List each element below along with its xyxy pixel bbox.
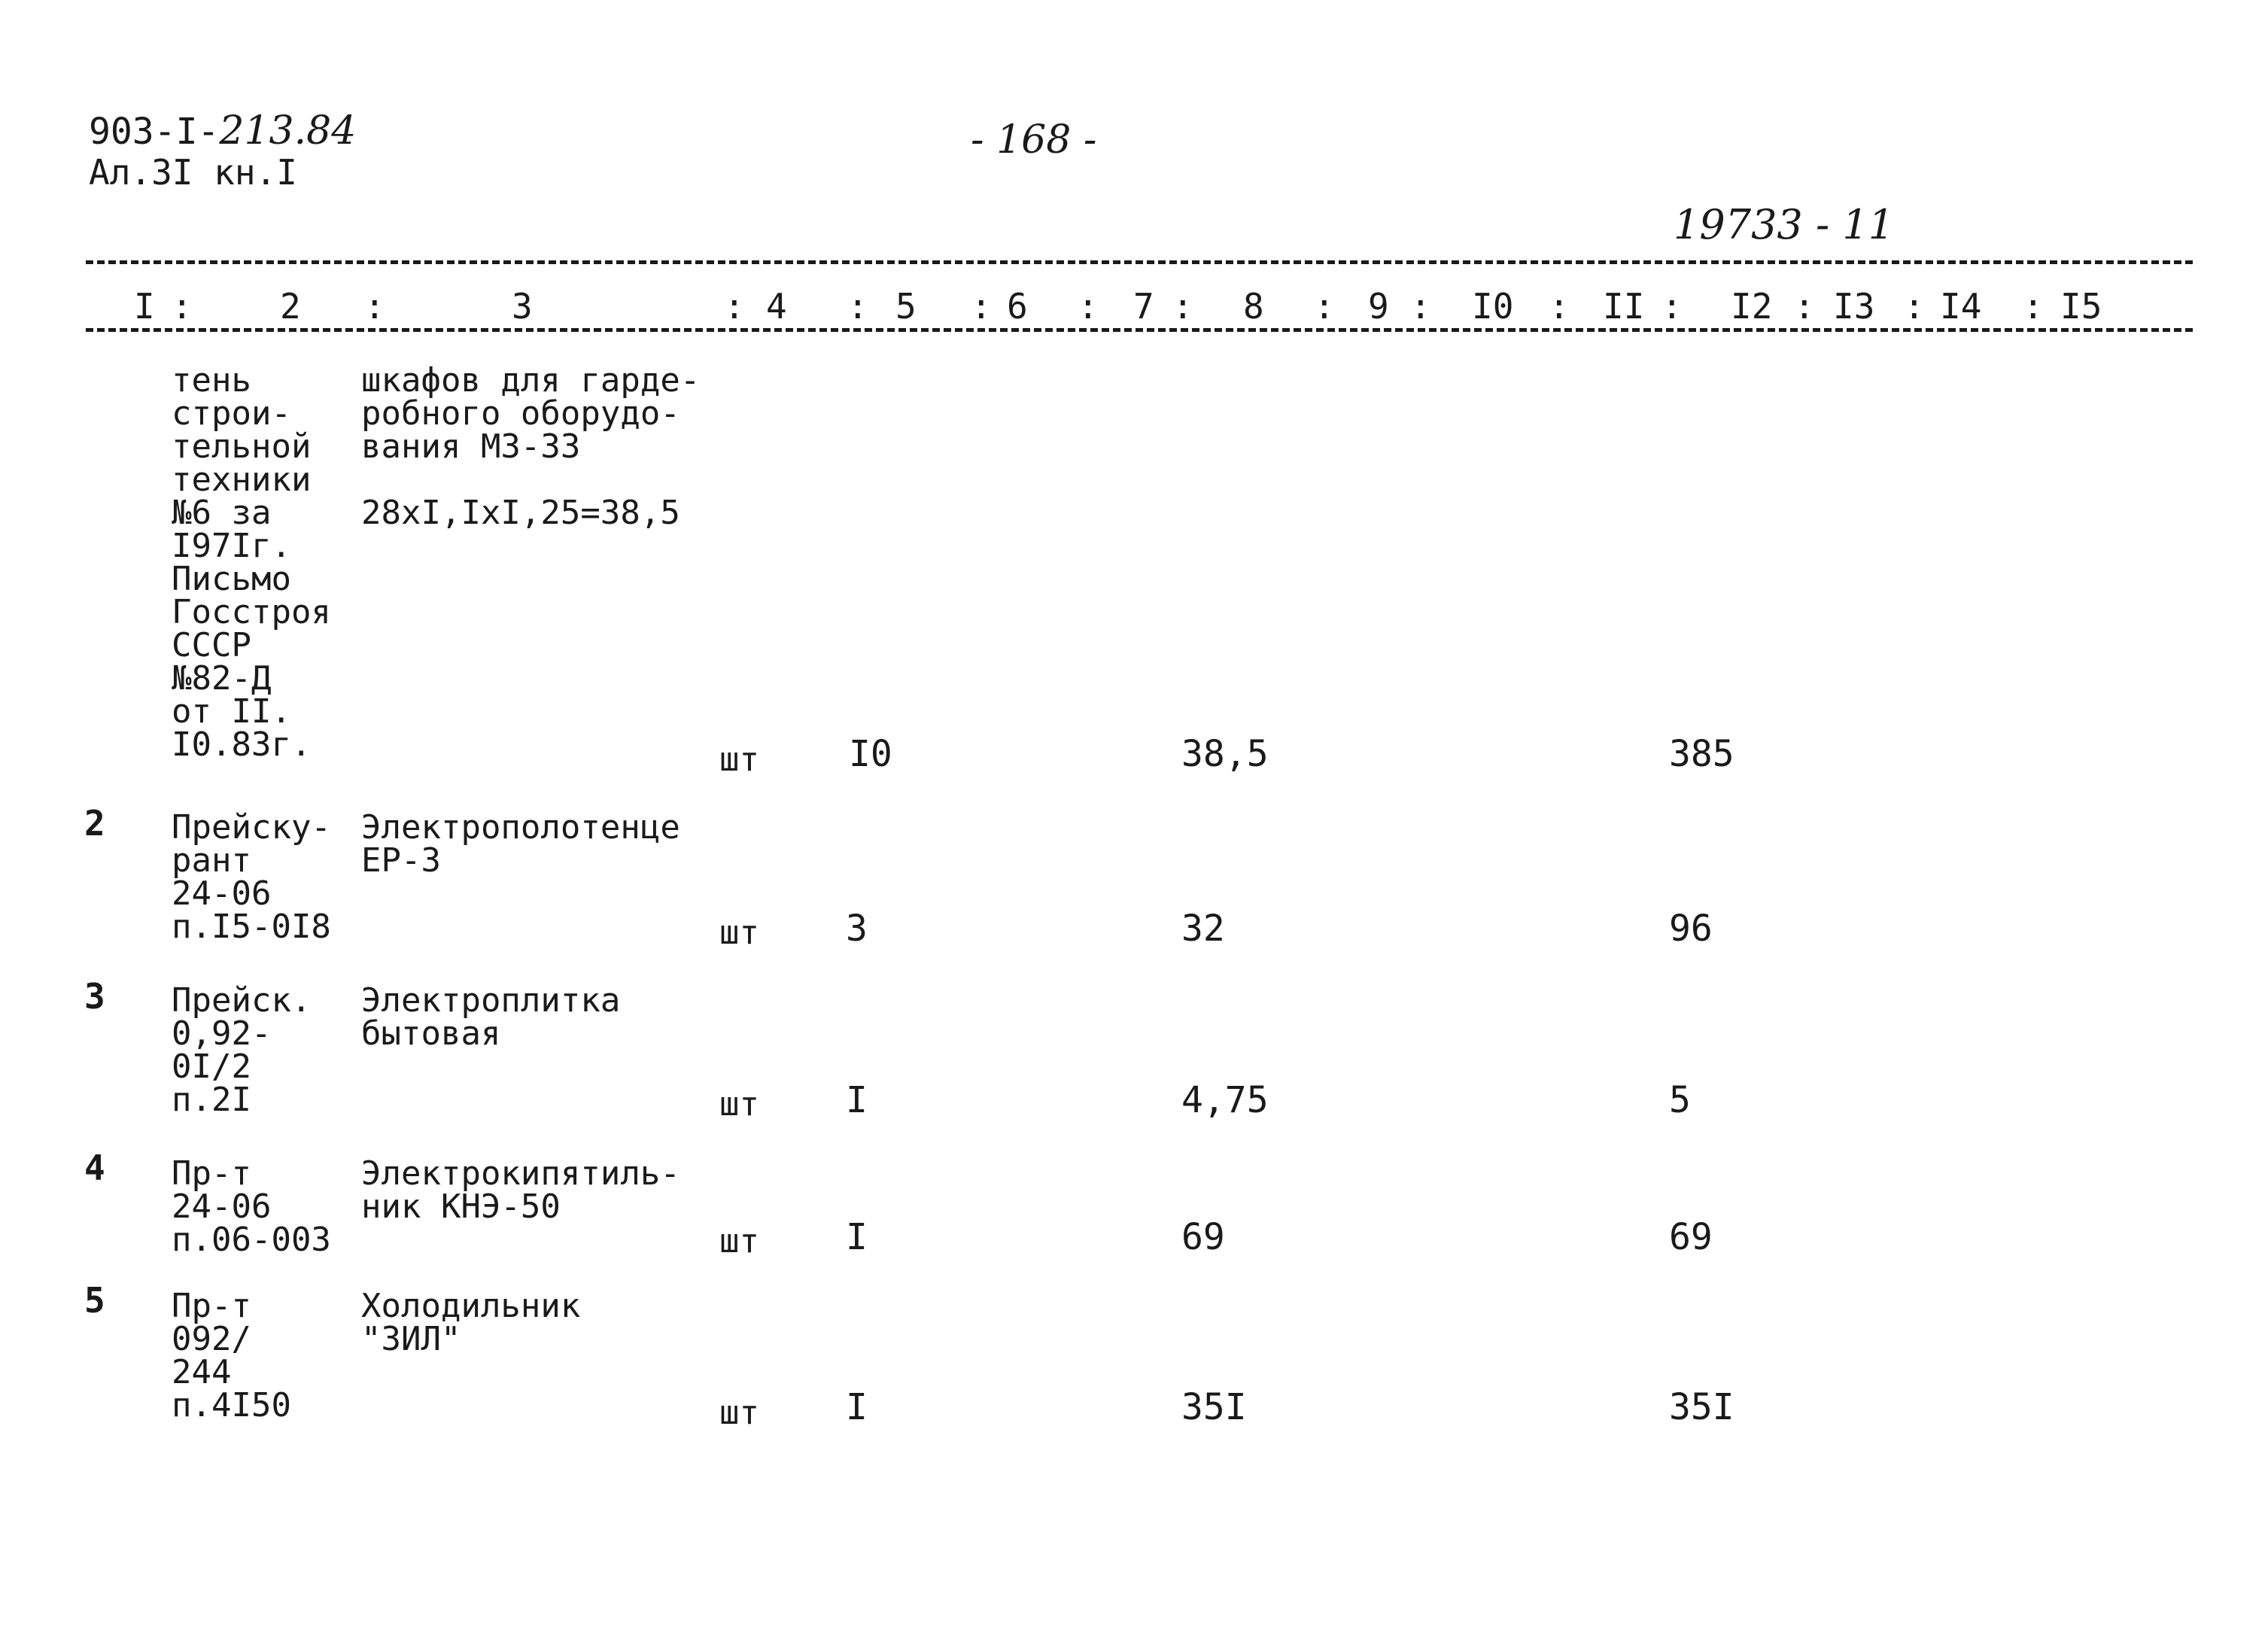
column-separator: :: [1904, 286, 1925, 327]
row-name: шкафов для гарде- робного оборудо- вания МЗ-33 28хI,IхI,25=38,5: [361, 361, 701, 532]
row-quantity: I0: [849, 733, 892, 775]
column-header: 7: [1133, 286, 1154, 327]
document-subtitle: Ал.3I кн.I: [89, 152, 297, 193]
row-total: 35I: [1669, 1386, 1734, 1428]
column-separator: :: [1314, 286, 1335, 327]
row-quantity: I: [846, 1386, 868, 1428]
row-number: 2: [84, 803, 105, 844]
row-quantity: I: [846, 1079, 868, 1121]
row-unit: шт: [719, 740, 759, 779]
row-name: Холодильник "ЗИЛ": [361, 1287, 581, 1358]
column-header: I4: [1940, 286, 1982, 327]
row-price: 38,5: [1181, 733, 1269, 775]
column-header: I2: [1731, 286, 1773, 327]
column-header: 5: [895, 286, 917, 327]
row-source: Пр-т 092/ 244 п.4I50: [172, 1287, 291, 1425]
column-separator: :: [724, 286, 745, 327]
row-name: Электрополотенце ЕР-3: [361, 808, 680, 880]
row-total: 96: [1669, 908, 1713, 950]
row-unit: шт: [719, 1222, 759, 1260]
row-total: 385: [1669, 733, 1734, 775]
row-total: 5: [1669, 1079, 1691, 1121]
table-header-rule: [86, 328, 2193, 332]
page-number: - 168 -: [971, 117, 1097, 163]
document-code-prefix: 903-I-: [89, 111, 220, 153]
row-source: Прейск. 0,92- 0I/2 п.2I: [172, 981, 312, 1119]
column-separator: :: [1410, 286, 1431, 327]
row-source: Прейску- рант 24-06 п.I5-0I8: [172, 808, 331, 946]
column-header: 2: [280, 286, 301, 327]
column-separator: :: [1549, 286, 1570, 327]
column-header: II: [1603, 286, 1645, 327]
column-separator: :: [364, 286, 385, 327]
column-separator: :: [971, 286, 992, 327]
column-separator: :: [1078, 286, 1099, 327]
column-separator: :: [1172, 286, 1193, 327]
document-code: [89, 108, 357, 154]
row-unit: шт: [719, 1394, 759, 1432]
column-separator: :: [1661, 286, 1683, 327]
row-quantity: 3: [846, 908, 868, 950]
column-header: 4: [766, 286, 787, 327]
row-price: 4,75: [1181, 1079, 1269, 1121]
document-code-handwritten: 213.84: [219, 108, 357, 154]
column-header: 8: [1243, 286, 1264, 327]
row-unit: шт: [719, 914, 759, 952]
column-separator: :: [847, 286, 868, 327]
row-total: 69: [1669, 1216, 1713, 1258]
column-header: I3: [1833, 286, 1875, 327]
archive-stamp: 19733 - 11: [1674, 201, 1895, 248]
row-quantity: I: [846, 1216, 868, 1258]
table-top-rule: [86, 260, 2193, 264]
row-source: Пр-т 24-06 п.06-003: [172, 1154, 331, 1259]
column-header: 3: [512, 286, 533, 327]
row-price: 69: [1181, 1216, 1225, 1258]
row-number: 5: [84, 1280, 105, 1321]
row-unit: шт: [719, 1085, 759, 1124]
row-number: 4: [84, 1148, 105, 1188]
column-header: I: [134, 286, 155, 327]
row-source: тень строи- тельной техники №6 за I97Iг. Письмо Госстроя СССР №82-Д от II. I0.83г.: [172, 361, 331, 764]
row-number: 3: [84, 976, 105, 1017]
row-price: 32: [1181, 908, 1225, 950]
column-separator: :: [2023, 286, 2044, 327]
column-header: 6: [1007, 286, 1028, 327]
row-name: Электрокипятиль- ник КНЭ-50: [361, 1154, 680, 1226]
column-header: 9: [1368, 286, 1389, 327]
column-header: I0: [1472, 286, 1514, 327]
row-name: Электроплитка бытовая: [361, 981, 621, 1053]
column-separator: :: [1794, 286, 1815, 327]
column-separator: :: [172, 286, 193, 327]
row-price: 35I: [1181, 1386, 1247, 1428]
column-header: I5: [2060, 286, 2102, 327]
